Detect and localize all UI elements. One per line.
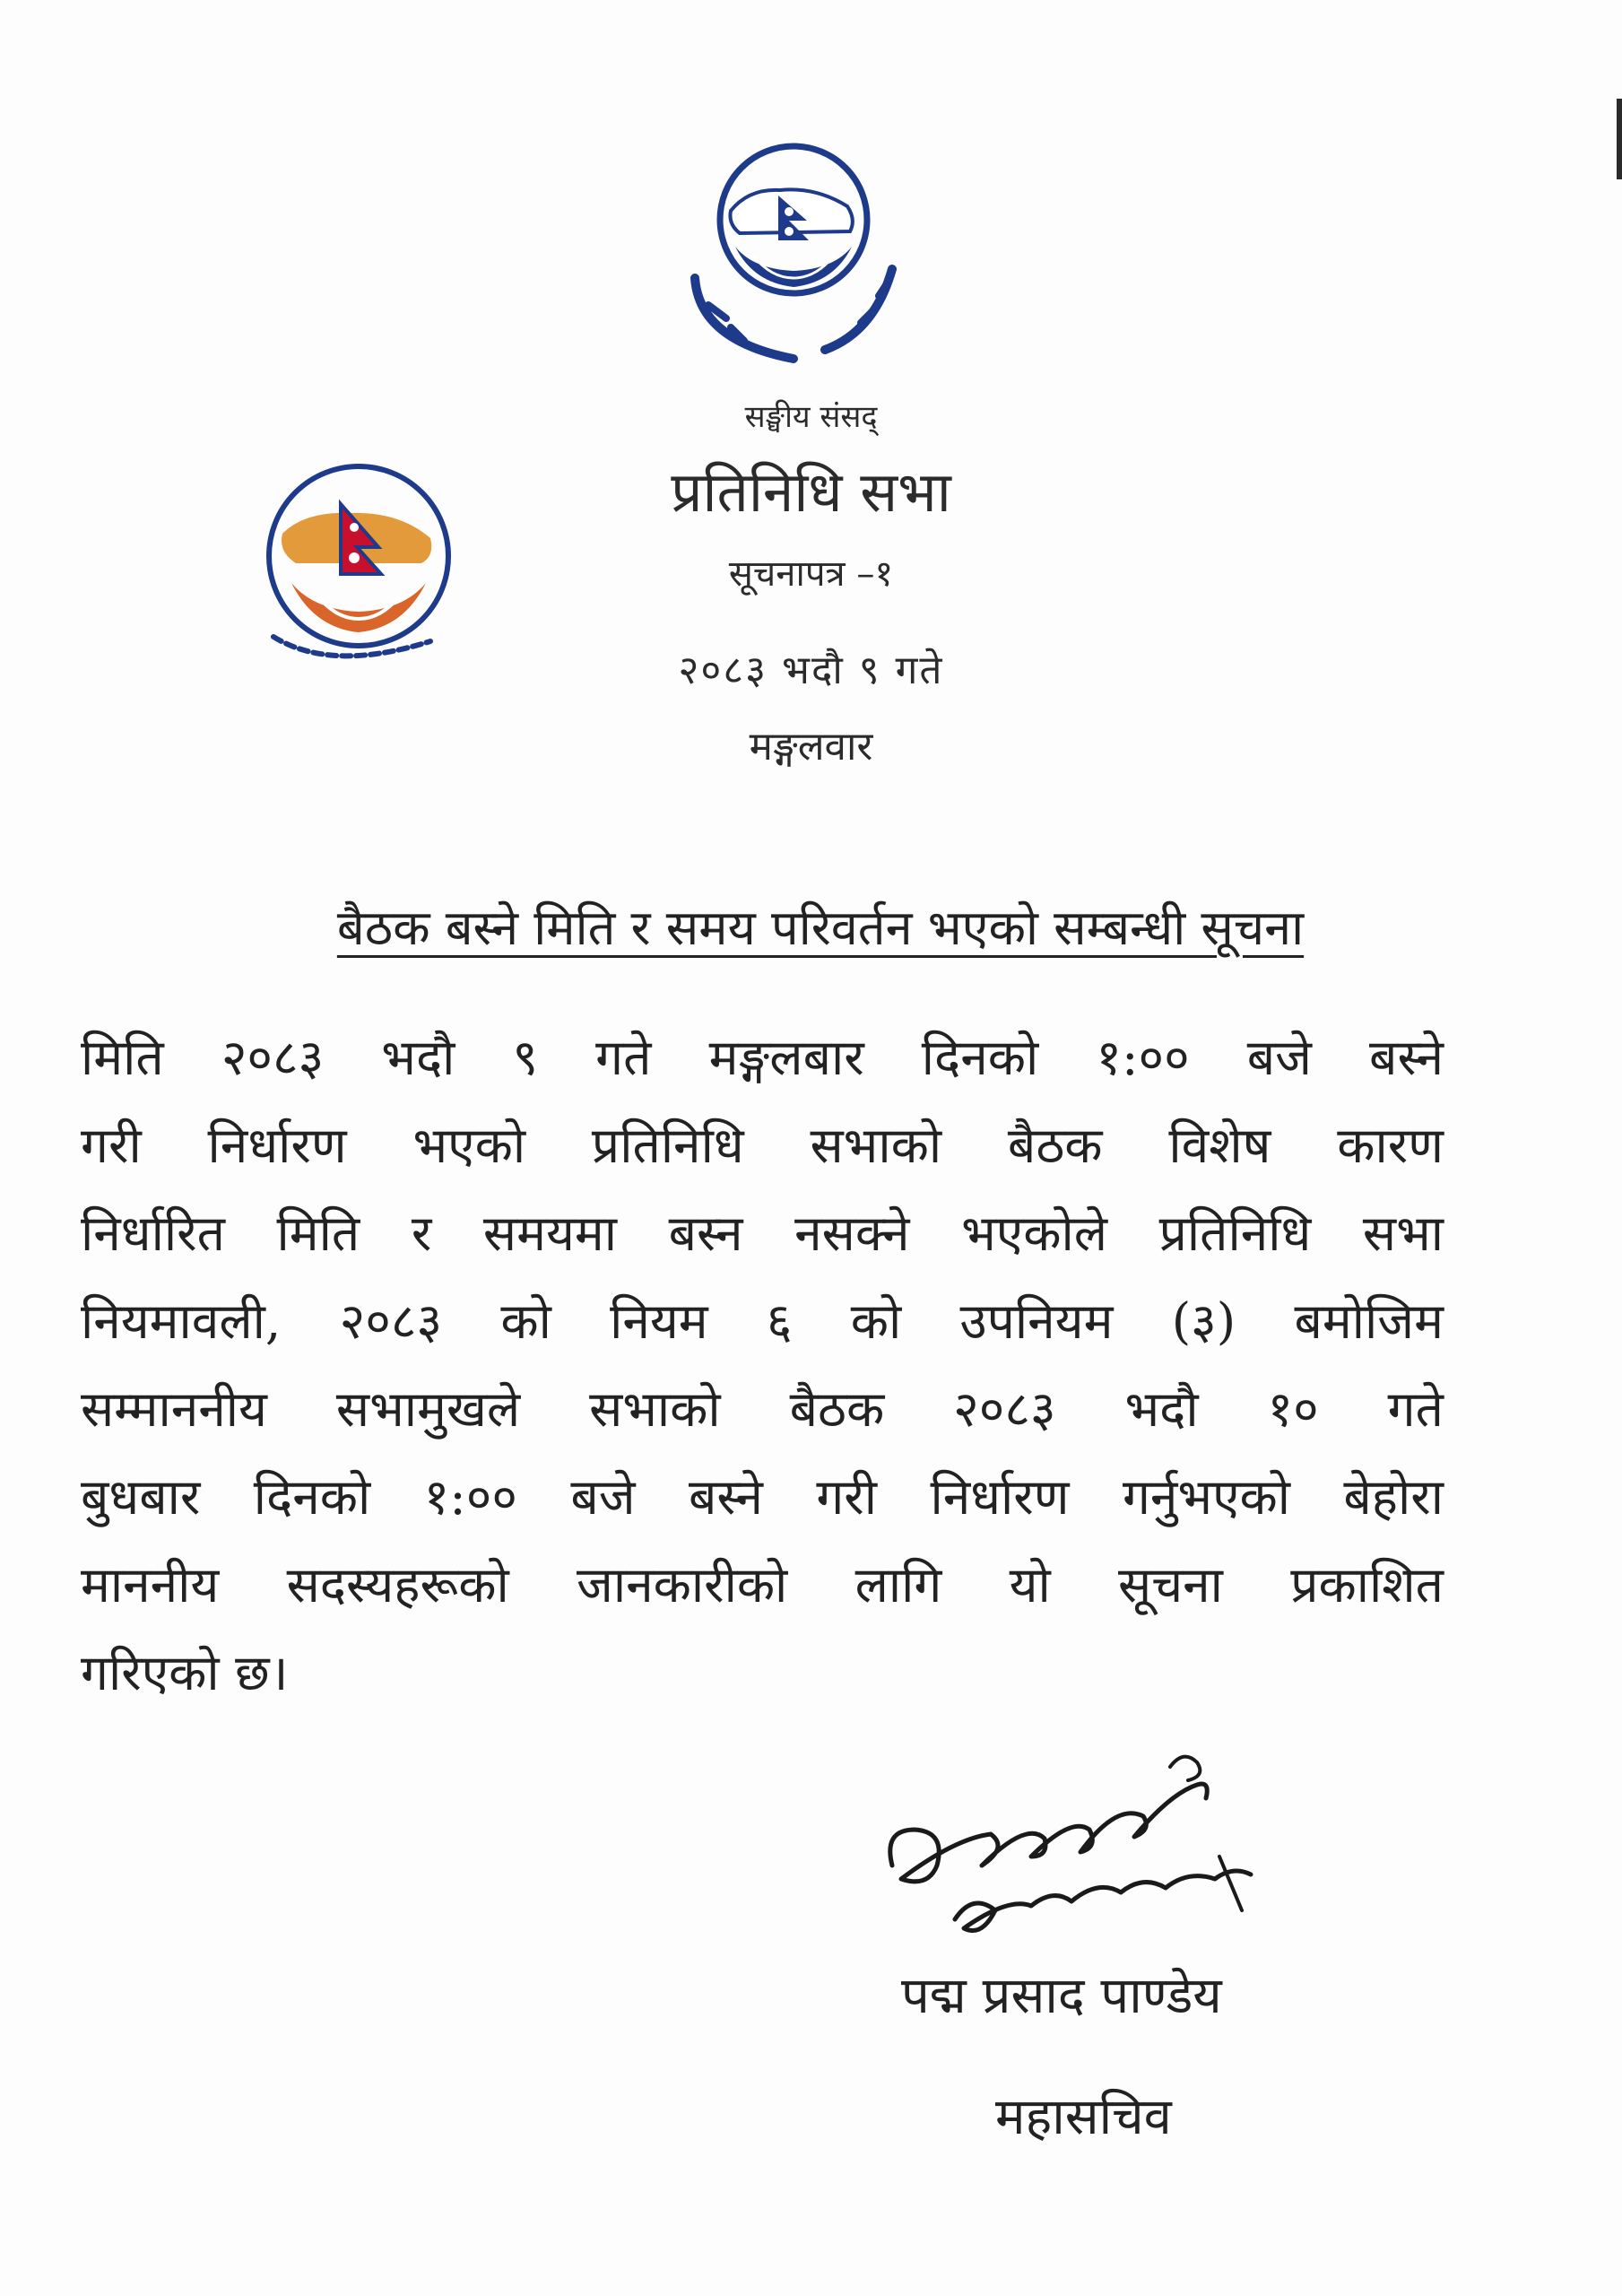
scan-edge-mark	[1617, 99, 1622, 179]
notice-date: २०८३ भदौ ९ गते	[678, 648, 944, 693]
signer-title: महासचिव	[995, 2088, 1172, 2146]
handwritten-signature	[874, 1731, 1287, 1964]
body-line: सम्माननीय सभामुखले सभाको बैठक २०८३ भदौ १० गते	[81, 1380, 1444, 1438]
notice-day: मङ्गलवार	[749, 724, 873, 770]
parliament-name: सङ्घीय संसद्	[744, 399, 878, 435]
notice-number: सूचनापत्र –१	[728, 553, 894, 595]
body-line: गरी निर्धारण भएको प्रतिनिधि सभाको बैठक विशेष कारण	[81, 1117, 1444, 1174]
signer-name: पद्म प्रसाद पाण्डेय	[901, 1967, 1222, 2025]
body-line: निर्धारित मिति र समयमा बस्न नसक्ने भएकोले प्रतिनिधि सभा	[81, 1205, 1444, 1262]
notice-subject: बैठक बस्ने मिति र समय परिवर्तन भएको सम्बन्धी सूचना	[336, 900, 1305, 956]
body-line: नियमावली, २०८३ को नियम ६ को उपनियम (३) बमोजिम	[81, 1292, 1444, 1350]
body-line: मिति २०८३ भदौ ९ गते मङ्गलबार दिनको १:०० बजे बस्ने	[81, 1029, 1444, 1086]
body-line: बुधबार दिनको १:०० बजे बस्ने गरी निर्धारण गर्नुभएको बेहोरा	[81, 1468, 1444, 1526]
notice-body	[81, 1013, 1444, 1717]
parliament-seal-icon	[646, 135, 941, 377]
body-line: गरिएको छ।	[81, 1644, 289, 1701]
body-line: माननीय सदस्यहरूको जानकारीको लागि यो सूचना प्रकाशित	[81, 1556, 1444, 1613]
house-name: प्रतिनिधि सभा	[671, 459, 951, 525]
